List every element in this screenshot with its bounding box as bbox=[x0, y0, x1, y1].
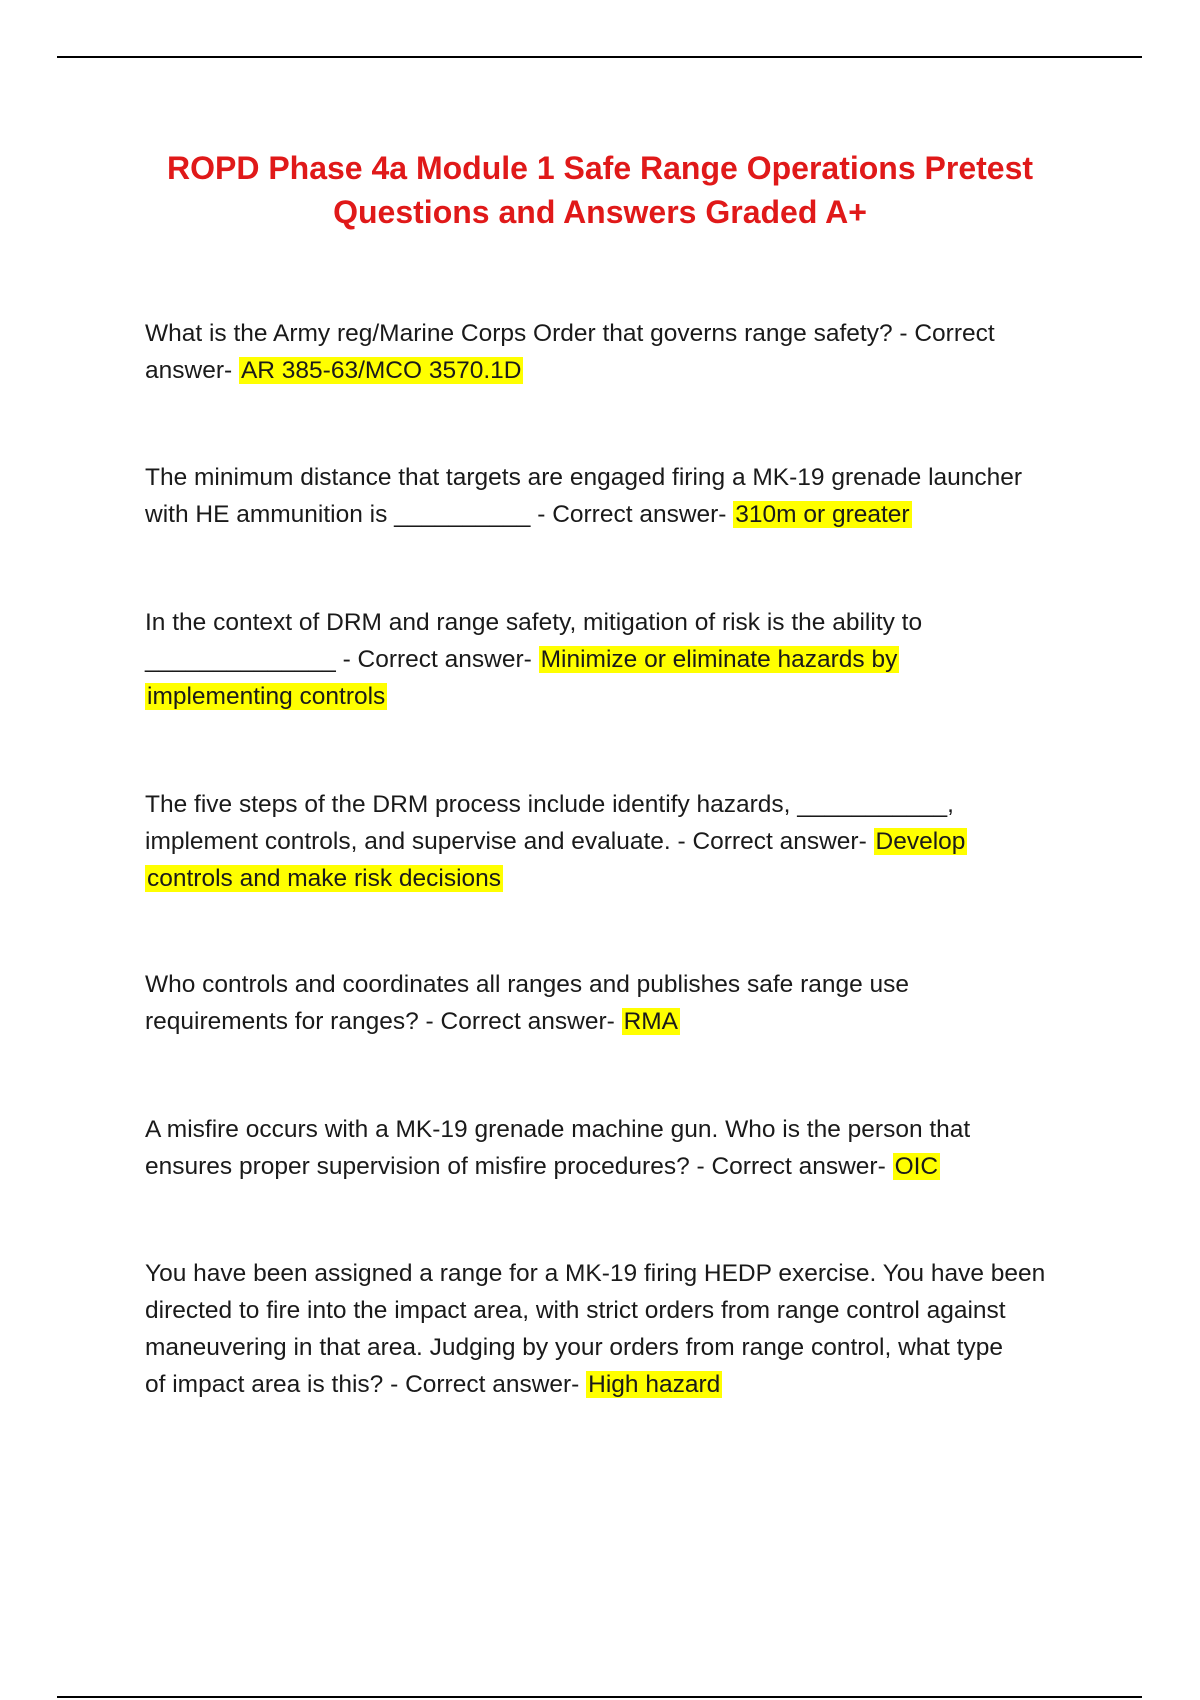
qa-item-3 bbox=[145, 604, 1095, 715]
question-text: The minimum distance that targets are engaged firing a MK-19 grenade launcher bbox=[145, 464, 1023, 491]
answer-highlight: OIC bbox=[894, 1153, 939, 1180]
answer-highlight: Minimize or eliminate hazards by bbox=[540, 646, 898, 673]
answer-highlight: High hazard bbox=[588, 1371, 721, 1398]
qa-item-1 bbox=[145, 315, 1095, 389]
qa-item-6 bbox=[145, 1111, 1095, 1185]
qa-item-4 bbox=[145, 786, 1095, 897]
answer-highlight: implementing controls bbox=[147, 683, 386, 710]
question-text: answer- bbox=[145, 357, 239, 384]
answer-highlight: RMA bbox=[623, 1008, 679, 1035]
question-text: You have been assigned a range for a MK-19 firing HEDP exercise. You have been bbox=[145, 1260, 1046, 1287]
question-text: A misfire occurs with a MK-19 grenade machine gun. Who is the person that bbox=[145, 1116, 971, 1143]
question-text: of impact area is this? - Correct answer- bbox=[145, 1371, 587, 1398]
question-text: maneuvering in that area. Judging by your orders from range control, what type bbox=[145, 1334, 1003, 1361]
question-text: implement controls, and supervise and evaluate. - Correct answer- bbox=[145, 828, 874, 855]
header-rule bbox=[57, 56, 1142, 58]
qa-item-2 bbox=[145, 459, 1095, 533]
question-text: In the context of DRM and range safety, mitigation of risk is the ability to bbox=[145, 609, 923, 636]
footer-rule bbox=[57, 1696, 1142, 1698]
document-title bbox=[120, 146, 1080, 234]
qa-item-7 bbox=[145, 1255, 1095, 1403]
answer-highlight: 310m or greater bbox=[735, 501, 910, 528]
answer-highlight: AR 385-63/MCO 3570.1D bbox=[240, 357, 522, 384]
question-text: The five steps of the DRM process include identify hazards, ___________, bbox=[145, 791, 954, 818]
question-text: Who controls and coordinates all ranges and publishes safe range use bbox=[145, 971, 910, 998]
question-text: requirements for ranges? - Correct answer- bbox=[145, 1008, 622, 1035]
question-text: ______________ - Correct answer- bbox=[145, 646, 539, 673]
answer-highlight: controls and make risk decisions bbox=[147, 865, 502, 892]
title-line-1: ROPD Phase 4a Module 1 Safe Range Operations Pretest bbox=[166, 150, 1034, 186]
question-text: with HE ammunition is __________ - Correct answer- bbox=[145, 501, 734, 528]
question-text: What is the Army reg/Marine Corps Order that governs range safety? - Correct bbox=[145, 320, 995, 347]
title-line-2: Questions and Answers Graded A+ bbox=[333, 194, 867, 230]
question-text: directed to fire into the impact area, with strict orders from range control against bbox=[145, 1297, 1006, 1324]
qa-item-5 bbox=[145, 966, 1095, 1040]
answer-highlight: Develop bbox=[875, 828, 966, 855]
question-text: ensures proper supervision of misfire procedures? - Correct answer- bbox=[145, 1153, 893, 1180]
